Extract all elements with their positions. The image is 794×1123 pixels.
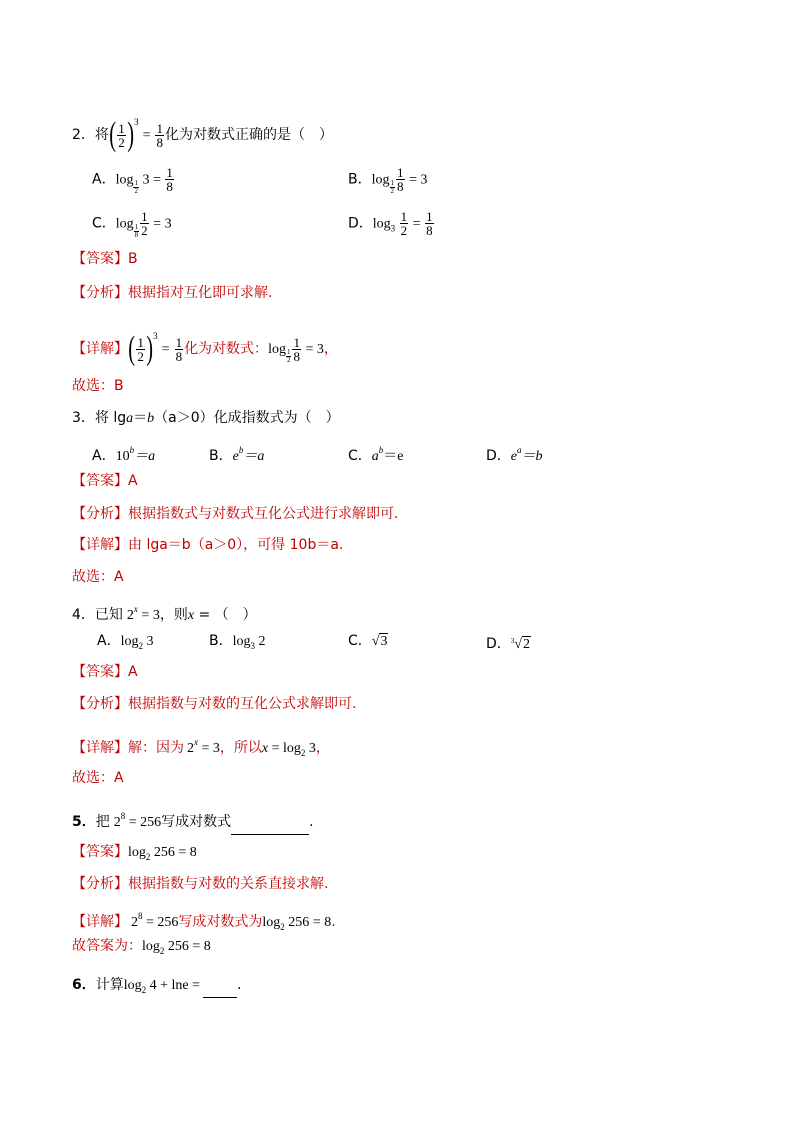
q3-choice: 故选：A — [72, 569, 124, 585]
q2-option-a: A．log $\frac{1}{2}$ 3 = $\frac{1}{8}$ — [92, 165, 173, 195]
q5-final: 故答案为：$\log_2 256 = 8$ — [72, 938, 211, 956]
q4-option-b: B．$\log_3 2$ — [209, 633, 266, 651]
q3-option-d: D．$e^a=b$ — [486, 445, 543, 464]
q3-answer: 【答案】A — [72, 473, 138, 489]
q4-option-c: C．√3 — [348, 633, 388, 649]
q3-detail: 【详解】由 lga＝b（a＞0），可得 10b＝a. — [72, 537, 344, 553]
q2-choice: 故选：B — [72, 378, 124, 394]
q2-detail: 【详解】( $\frac{1}{2}$ )$^3$= $\frac{1}{8}$ 化为对数式：log $\frac{1}{2}$ $\frac{1}{8}$ = 3， — [72, 330, 338, 367]
q4-detail: 【详解】解：因为 $2^x = 3$，所以$x = \log_2 3$， — [72, 737, 330, 758]
q4-choice: 故选：A — [72, 770, 124, 786]
q2-option-d: D．$\log_3$ $\frac{1}{2}$ = $\frac{1}{8}$ — [348, 209, 433, 238]
answer-blank[interactable] — [231, 814, 309, 835]
fraction: $\frac{1}{8}$ — [156, 120, 163, 150]
answer-blank[interactable] — [203, 977, 237, 998]
q5-stem: 5．把 $2^8 = 256$写成对数式 . — [72, 806, 314, 835]
q2-analysis: 【分析】根据指对互化即可求解. — [72, 285, 273, 301]
q6-stem: 6．计算$\log_2 4 + \ln e$ = . — [72, 975, 242, 1000]
fraction: $\frac{1}{2}$ — [118, 120, 125, 150]
q5-detail: 【详解】 $2^8 = 256$写成对数式为$\log_2 256 = 8$. — [72, 911, 336, 932]
q3-stem: 3．将 lga＝b（a＞0）化成指数式为（ ） — [72, 410, 340, 426]
q2-stem: 2．将( $\frac{1}{2}$ )$^3$= $\frac{1}{8}$ 化为对数式正确的是（ ） — [72, 116, 333, 153]
q4-analysis: 【分析】根据指数与对数的互化公式求解即可. — [72, 696, 357, 712]
q3-analysis: 【分析】根据指数式与对数式互化公式进行求解即可. — [72, 506, 399, 522]
cube-root-symbol: $^3$√2 — [510, 637, 530, 652]
q2-option-c: C．log $\frac{1}{8}$ $\frac{1}{2}$ = 3 — [92, 209, 172, 239]
q5-answer: 【答案】$\log_2 256 = 8$ — [72, 844, 197, 862]
q2-answer: 【答案】B — [72, 251, 138, 267]
q4-stem: 4．已知 $2^x = 3$，则x = （ ） — [72, 604, 257, 623]
q4-option-a: A．$\log_2 3$ — [97, 633, 154, 651]
q2-option-b: B．log $\frac{1}{2}$ $\frac{1}{8}$ = 3 — [348, 165, 428, 195]
q4-answer: 【答案】A — [72, 664, 138, 680]
q3-option-b: B．$e^b=a$ — [209, 445, 265, 464]
q4-option-d: D．$^3$√2 — [486, 636, 530, 652]
q3-option-c: C．$a^b=e$ — [348, 445, 404, 464]
q3-option-a: A．$10^b=a$ — [92, 445, 156, 464]
sqrt-symbol: √3 — [371, 634, 388, 649]
q5-analysis: 【分析】根据指数与对数的关系直接求解. — [72, 876, 329, 892]
